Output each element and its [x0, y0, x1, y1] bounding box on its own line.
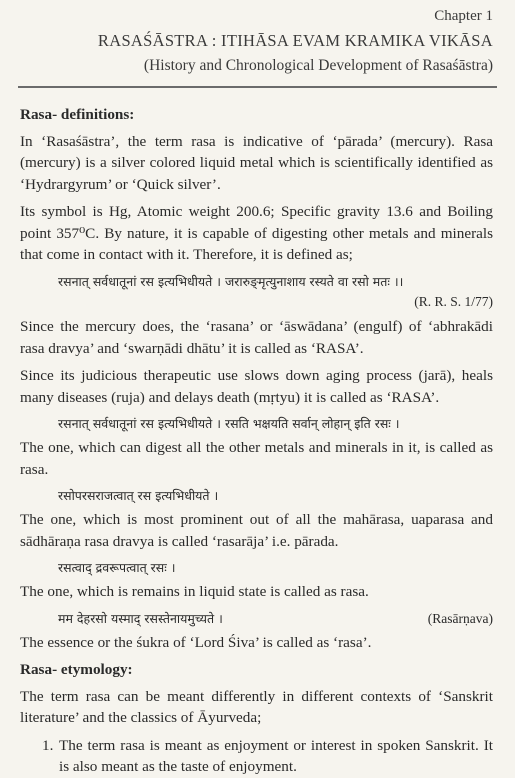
chapter-number: Chapter 1 — [434, 8, 493, 24]
sanskrit-verse-4 — [58, 558, 493, 577]
paragraph-rasana: Since the mercury does, the ‘rasana’ or ‘āswādana’ (engulf) of ‘abhrakādi rasa dravya’ and ‘swarṇādi dhātu’ it is called as ‘RASA’. — [20, 318, 493, 357]
sanskrit-verse-1 — [58, 272, 493, 291]
verse-text: रसोपरसराजत्वात् रस इत्यभिधीयते । — [58, 488, 219, 503]
list-text: The term rasa is meant as enjoyment or interest in spoken Sanskrit. It is also meant as the taste of enjoyment. — [59, 736, 493, 775]
verse-reference-5: (Rasārṇava) — [427, 610, 493, 626]
list-number: 1. — [42, 736, 54, 754]
paragraph-properties: Its symbol is Hg, Atomic weight 200.6; Specific gravity 13.6 and Boiling point 357⁰C. By nature, it is capable of digesting other metals and minerals that come in contact with it. Therefore, it is defined as; — [20, 203, 493, 263]
sanskrit-verse-5 — [58, 609, 493, 628]
paragraph-intro: In ‘Rasaśāstra’, the term rasa is indicative of ‘pārada’ (mercury). Rasa (mercury) is a silver colored liquid metal which is scientifically identified as ‘Hydrargyrum’ or ‘Quick silver’. — [20, 132, 493, 193]
chapter-subtitle: (History and Chronological Development of Rasaśāstra) — [143, 57, 493, 74]
verse-text: रसनात् सर्वधातूनां रस इत्यभिधीयते । रसति भक्षयति सर्वान् लोहान् इति रसः । — [58, 416, 400, 431]
paragraph-etymology: The term rasa can be meant differently in different contexts of ‘Sanskrit literature’ and the classics of Āyurveda; — [20, 687, 493, 726]
verse-text: रसत्वाद् द्रवरूपत्वात् रसः । — [58, 560, 176, 575]
etymology-heading: Rasa- etymology: — [20, 661, 133, 678]
sanskrit-verse-3 — [58, 486, 493, 505]
verse-text: मम देहरसो यस्माद् रसस्तेनायमुच्यते । — [58, 610, 223, 626]
sanskrit-verse-2 — [58, 414, 493, 433]
paragraph-essence: The essence or the śukra of ‘Lord Śiva’ is called as ‘rasa’. — [20, 633, 372, 651]
paragraph-rasaraja: The one, which is most prominent out of all the mahārasa, uaparasa and sādhāraṇa rasa dravya is called ‘rasarāja’ i.e. pārada. — [20, 511, 493, 550]
header-divider — [18, 86, 497, 88]
list-item — [42, 735, 493, 778]
definitions-heading: Rasa- definitions: — [20, 106, 135, 123]
paragraph-digest: The one, which can digest all the other metals and minerals in it, is called as rasa. — [20, 439, 493, 478]
paragraph-therapeutic: Since its judicious therapeutic use slows down aging process (jarā), heals many diseases (ruja) and delays death (mṛtyu) it is called as ‘RASA’. — [20, 367, 493, 406]
body-text — [20, 104, 493, 778]
chapter-title: RASAŚĀSTRA : ITIHĀSA EVAM KRAMIKA VIKĀSA — [97, 31, 493, 50]
paragraph-liquid: The one, which is remains in liquid state is called as rasa. — [20, 583, 369, 600]
verse-reference-1: (R. R. S. 1/77) — [414, 293, 493, 309]
verse-text: रसनात् सर्वधातूनां रस इत्यभिधीयते । जरारुङ्मृत्युनाशाय रस्यते वा रसो मतः ।। — [58, 273, 404, 289]
